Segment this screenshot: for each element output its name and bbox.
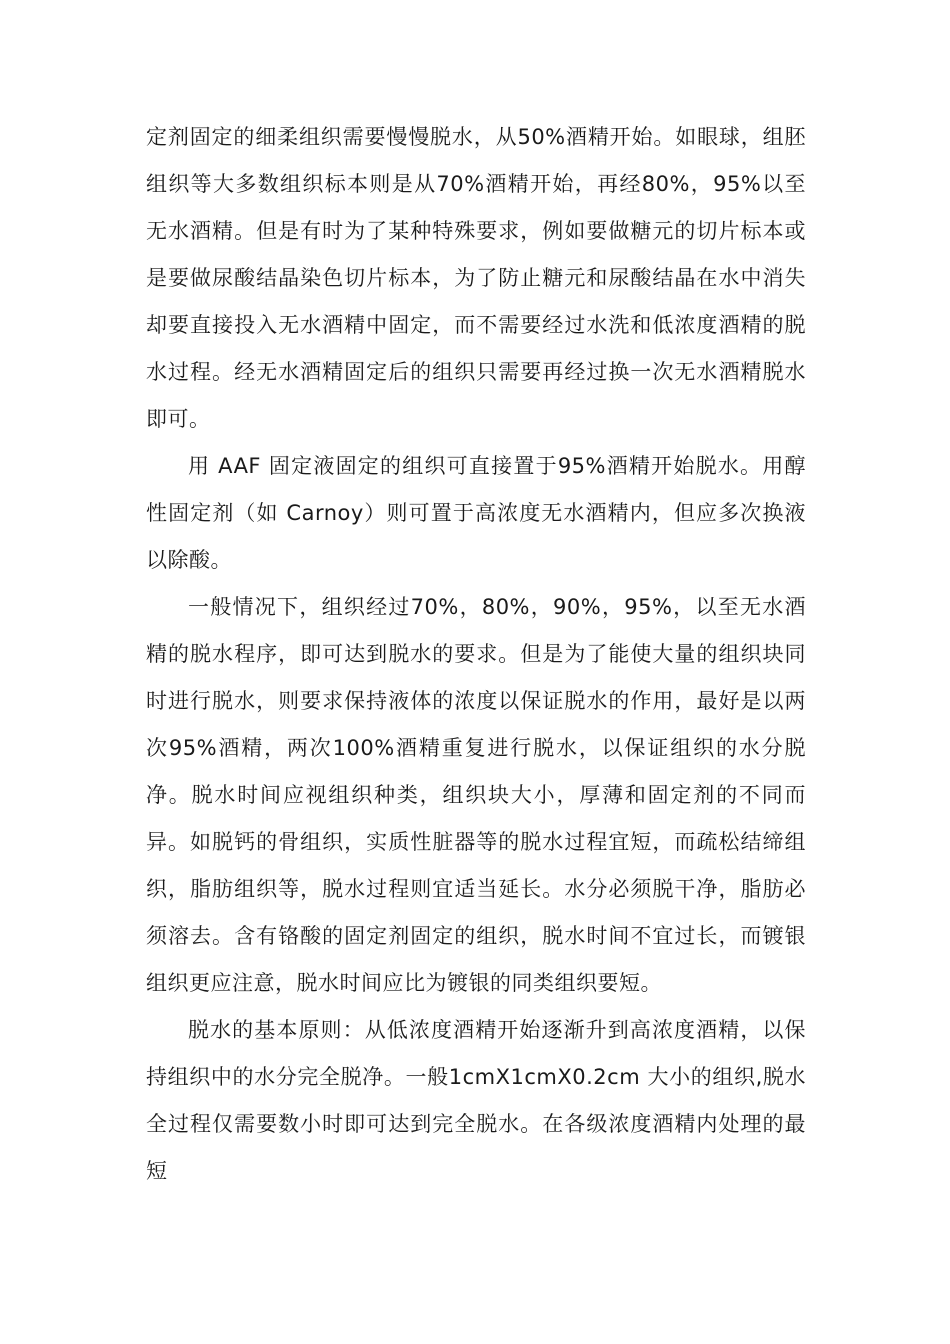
document-body	[146, 114, 806, 1195]
paragraph-4: 脱水的基本原则：从低浓度酒精开始逐渐升到高浓度酒精，以保持组织中的水分完全脱净。一般1cmX1cmX0.2cm 大小的组织,脱水全过程仅需要数小时即可达到完全脱水。在各级浓度酒精内处理的最短	[146, 1018, 806, 1183]
paragraph-1: 定剂固定的细柔组织需要慢慢脱水，从50%酒精开始。如眼球，组胚组织等大多数组织标本则是从70%酒精开始，再经80%，95%以至无水酒精。但是有时为了某种特殊要求，例如要做糖元的切片标本或是要做尿酸结晶染色切片标本，为了防止糖元和尿酸结晶在水中消失却要直接投入无水酒精中固定，而不需要经过水洗和低浓度酒精的脱水过程。经无水酒精固定后的组织只需要再经过换一次无水酒精脱水即可。	[146, 125, 806, 431]
paragraph-2: 用 AAF 固定液固定的组织可直接置于95%酒精开始脱水。用醇性固定剂（如 Carnoy）则可置于高浓度无水酒精内，但应多次换液以除酸。	[146, 454, 806, 572]
paragraph-3: 一般情况下，组织经过70%，80%，90%，95%，以至无水酒精的脱水程序，即可达到脱水的要求。但是为了能使大量的组织块同时进行脱水，则要求保持液体的浓度以保证脱水的作用，最好是以两次95%酒精，两次100%酒精重复进行脱水，以保证组织的水分脱净。脱水时间应视组织种类，组织块大小，厚薄和固定剂的不同而异。如脱钙的骨组织，实质性脏器等的脱水过程宜短，而疏松结缔组织，脂肪组织等，脱水过程则宜适当延长。水分必须脱干净，脂肪必须溶去。含有铬酸的固定剂固定的组织，脱水时间不宜过长，而镀银组织更应注意，脱水时间应比为镀银的同类组织要短。	[146, 595, 806, 995]
